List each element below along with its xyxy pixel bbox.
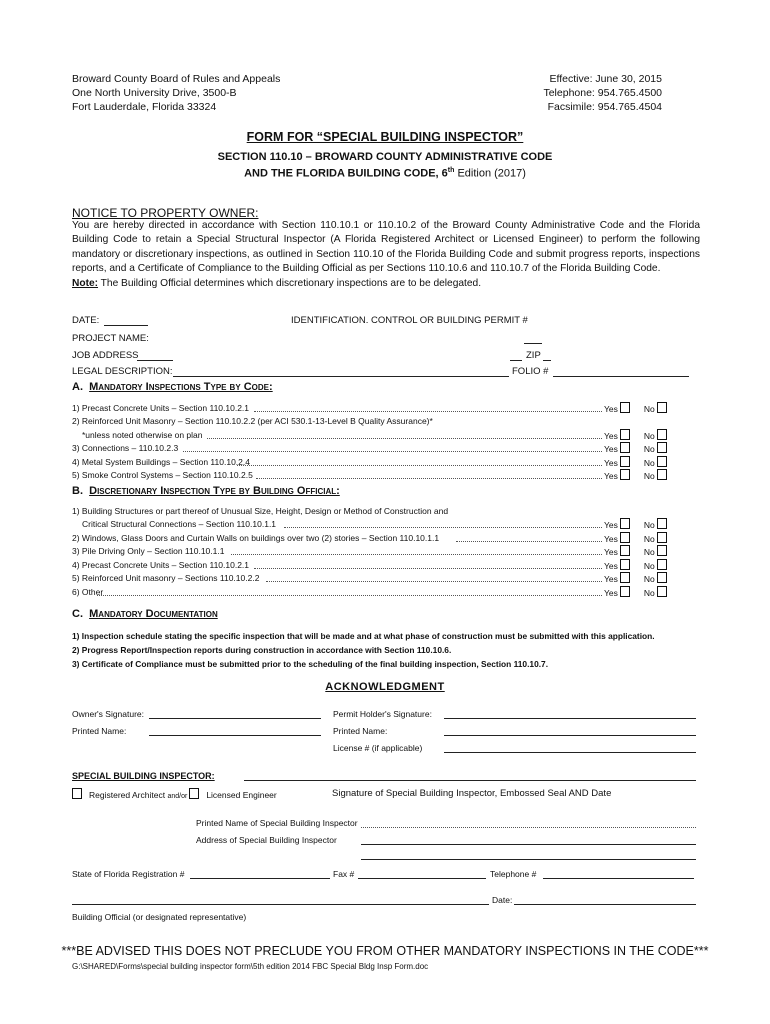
license-label: License # (if applicable)	[333, 743, 423, 753]
c-item-2: 2) Progress Report/Inspection reports during construction in accordance with Section 110.10.6.	[72, 645, 452, 655]
zip-field-a[interactable]	[510, 360, 522, 361]
form-title: FORM FOR “SPECIAL BUILDING INSPECTOR”	[246, 130, 524, 144]
b1-yes-checkbox[interactable]	[620, 518, 630, 529]
owner-signature-field[interactable]	[149, 718, 321, 719]
sbi-heading: SPECIAL BUILDING INSPECTOR:	[72, 771, 215, 781]
sbi-signature-caption: Signature of Special Building Inspector, Embossed Seal AND Date	[332, 788, 612, 799]
a3-no-checkbox[interactable]	[657, 442, 667, 453]
zip-field[interactable]	[543, 360, 551, 361]
legal-description-label: LEGAL DESCRIPTION:	[72, 366, 173, 377]
b-item-1: 1) Building Structures or part thereof of Unusual Size, Height, Design or Method of Construction and	[72, 506, 449, 516]
job-address-label: JOB ADDRESS	[72, 350, 139, 361]
b-yes-no-6: Yes No	[604, 586, 667, 598]
b-yes-no-5: Yes No	[604, 572, 667, 584]
job-address-field[interactable]	[137, 360, 173, 361]
notice-body: You are hereby directed in accordance with Section 110.10.1 or 110.10.2 of the Broward County Administrative Code and the Florida Building Code to retain a Special Structural Inspector (A Florida Registered Architect or Licensed Engineer) to perform the following mandatory or discretionary inspections, as outlined in Section 110.10 of the Florida Building Code and submit progress reports, inspections reports, and a Certificate of Compliance to the Building Official as per Sections 110.10.6 and 110.10.7 of the Florida Building Code. Note: The Building Official determines which discretionary inspections are to be delegated.	[72, 220, 700, 289]
ack-heading: ACKNOWLEDGMENT	[325, 681, 445, 693]
header-address	[72, 72, 280, 114]
date-label: DATE:	[72, 315, 100, 326]
c-item-1: 1) Inspection schedule stating the specific inspection that will be made and at what phase of construction must be submitted with this application.	[72, 631, 655, 641]
legal-description-field[interactable]	[173, 376, 509, 377]
b-item-4: 4) Precast Concrete Units – Section 110.10.2.1	[72, 560, 250, 570]
b4-yes-checkbox[interactable]	[620, 559, 630, 570]
org-street: One North University Drive, 3500-B	[72, 87, 237, 99]
form-subtitle-1: SECTION 110.10 – BROWARD COUNTY ADMINISTRATIVE CODE	[217, 151, 553, 163]
a-item-1: 1) Precast Concrete Units – Section 110.10.2.1	[72, 403, 250, 413]
facsimile: Facsimile: 954.765.4504	[547, 101, 662, 113]
c-item-3: 3) Certificate of Compliance must be submitted prior to the scheduling of the final building inspection, Section 110.10.7.	[72, 659, 549, 669]
a4-no-checkbox[interactable]	[657, 456, 667, 467]
b-yes-no-1: Yes No	[604, 518, 667, 530]
section-a-heading: A. Mandatory Inspections Type by Code:	[72, 381, 273, 393]
owner-printed-name-label: Printed Name:	[72, 726, 127, 736]
engineer-checkbox[interactable]	[189, 788, 199, 799]
a2-no-checkbox[interactable]	[657, 429, 667, 440]
a-item-2-note: *unless noted otherwise on plan	[82, 430, 203, 440]
permit-label: IDENTIFICATION. CONTROL OR BUILDING PERMIT #	[291, 315, 528, 326]
a-yes-no-1: Yes No	[604, 402, 667, 414]
holder-printed-name-field[interactable]	[444, 735, 696, 736]
registration-label: State of Florida Registration #	[72, 869, 185, 879]
telephone-field[interactable]	[543, 878, 694, 879]
effective-date: Effective: June 30, 2015	[549, 73, 662, 85]
b5-yes-checkbox[interactable]	[620, 572, 630, 583]
b-item-5: 5) Reinforced Unit masonry – Sections 110.10.2.2	[72, 573, 260, 583]
a-item-3: 3) Connections – 110.10.2.3	[72, 443, 179, 453]
b4-no-checkbox[interactable]	[657, 559, 667, 570]
sbi-printed-name-label: Printed Name of Special Building Inspector	[196, 818, 358, 828]
a-item-5: 5) Smoke Control Systems – Section 110.10.2.5	[72, 470, 253, 480]
b2-yes-checkbox[interactable]	[620, 532, 630, 543]
official-signature-field[interactable]	[72, 904, 489, 905]
zip-label: ZIP	[526, 350, 541, 361]
sbi-address-field[interactable]	[361, 844, 696, 845]
sbi-address-label: Address of Special Building Inspector	[196, 835, 337, 845]
section-c-heading: C. Mandatory Documentation	[72, 608, 218, 620]
fax-field[interactable]	[358, 878, 486, 879]
project-name-field[interactable]	[524, 343, 542, 344]
b6-no-checkbox[interactable]	[657, 586, 667, 597]
form-subtitle-2: AND THE FLORIDA BUILDING CODE, 6th Edition (2017)	[244, 167, 526, 180]
b-yes-no-4: Yes No	[604, 559, 667, 571]
header-contact	[543, 72, 662, 114]
b3-yes-checkbox[interactable]	[620, 545, 630, 556]
a2-yes-checkbox[interactable]	[620, 429, 630, 440]
section-b-heading: B. Discretionary Inspection Type by Building Official:	[72, 485, 340, 497]
b3-no-checkbox[interactable]	[657, 545, 667, 556]
telephone: Telephone: 954.765.4500	[543, 87, 662, 99]
a1-no-checkbox[interactable]	[657, 402, 667, 413]
registration-field[interactable]	[190, 878, 330, 879]
owner-printed-name-field[interactable]	[149, 735, 321, 736]
credential-row: Registered Architect and/or Licensed Engineer	[72, 788, 277, 800]
official-date-label: Date:	[492, 895, 513, 905]
b-item-2: 2) Windows, Glass Doors and Curtain Walls on buildings over two (2) stories – Section 110.10.1.1	[72, 533, 440, 543]
a3-yes-checkbox[interactable]	[620, 442, 630, 453]
org-city: Fort Lauderdale, Florida 33324	[72, 101, 217, 113]
b6-yes-checkbox[interactable]	[620, 586, 630, 597]
permit-holder-signature-field[interactable]	[444, 718, 696, 719]
b-yes-no-3: Yes No	[604, 545, 667, 557]
owner-signature-label: Owner's Signature:	[72, 709, 145, 719]
a-item-4: 4) Metal System Buildings – Section 110.10.2.4	[72, 457, 250, 467]
folio-field[interactable]	[553, 376, 689, 377]
b2-no-checkbox[interactable]	[657, 532, 667, 543]
b1-no-checkbox[interactable]	[657, 518, 667, 529]
holder-printed-name-label: Printed Name:	[333, 726, 388, 736]
b-item-3: 3) Pile Driving Only – Section 110.10.1.1	[72, 546, 225, 556]
notice-heading: NOTICE TO PROPERTY OWNER:	[72, 206, 259, 220]
official-date-field[interactable]	[514, 904, 696, 905]
b5-no-checkbox[interactable]	[657, 572, 667, 583]
license-field[interactable]	[444, 752, 696, 753]
advisory-warning: ***BE ADVISED THIS DOES NOT PRECLUDE YOU FROM OTHER MANDATORY INSPECTIONS IN THE CODE***	[61, 944, 709, 958]
date-field[interactable]	[104, 325, 148, 326]
sbi-printed-name-field[interactable]	[361, 827, 696, 828]
building-official-caption: Building Official (or designated representative)	[72, 912, 247, 922]
fax-label: Fax #	[333, 869, 355, 879]
b-item-1b: Critical Structural Connections – Section 110.10.1.1	[82, 519, 277, 529]
a5-no-checkbox[interactable]	[657, 469, 667, 480]
org-name: Broward County Board of Rules and Appeals	[72, 73, 281, 85]
a-yes-no-2: Yes No	[604, 429, 667, 441]
a-yes-no-4: Yes No	[604, 456, 667, 468]
project-name-label: PROJECT NAME:	[72, 333, 149, 344]
sbi-address-field-2[interactable]	[361, 859, 696, 860]
a-yes-no-3: Yes No	[604, 442, 667, 454]
b-yes-no-2: Yes No	[604, 532, 667, 544]
telephone-label: Telephone #	[490, 869, 537, 879]
folio-label: FOLIO #	[512, 366, 549, 377]
b-item-6: 6) Other	[72, 587, 104, 597]
file-path: G:\SHARED\Forms\special building inspector form\5th edition 2014 FBC Special Bldg Insp Form.doc	[72, 962, 429, 971]
a5-yes-checkbox[interactable]	[620, 469, 630, 480]
a-item-2: 2) Reinforced Unit Masonry – Section 110.10.2.2 (per ACI 530.1-13-Level B Quality Assurance)*	[72, 416, 433, 426]
a1-yes-checkbox[interactable]	[620, 402, 630, 413]
permit-holder-signature-label: Permit Holder's Signature:	[333, 709, 432, 719]
a-yes-no-5: Yes No	[604, 469, 667, 481]
sbi-signature-field[interactable]	[244, 780, 696, 781]
a4-yes-checkbox[interactable]	[620, 456, 630, 467]
architect-checkbox[interactable]	[72, 788, 82, 799]
